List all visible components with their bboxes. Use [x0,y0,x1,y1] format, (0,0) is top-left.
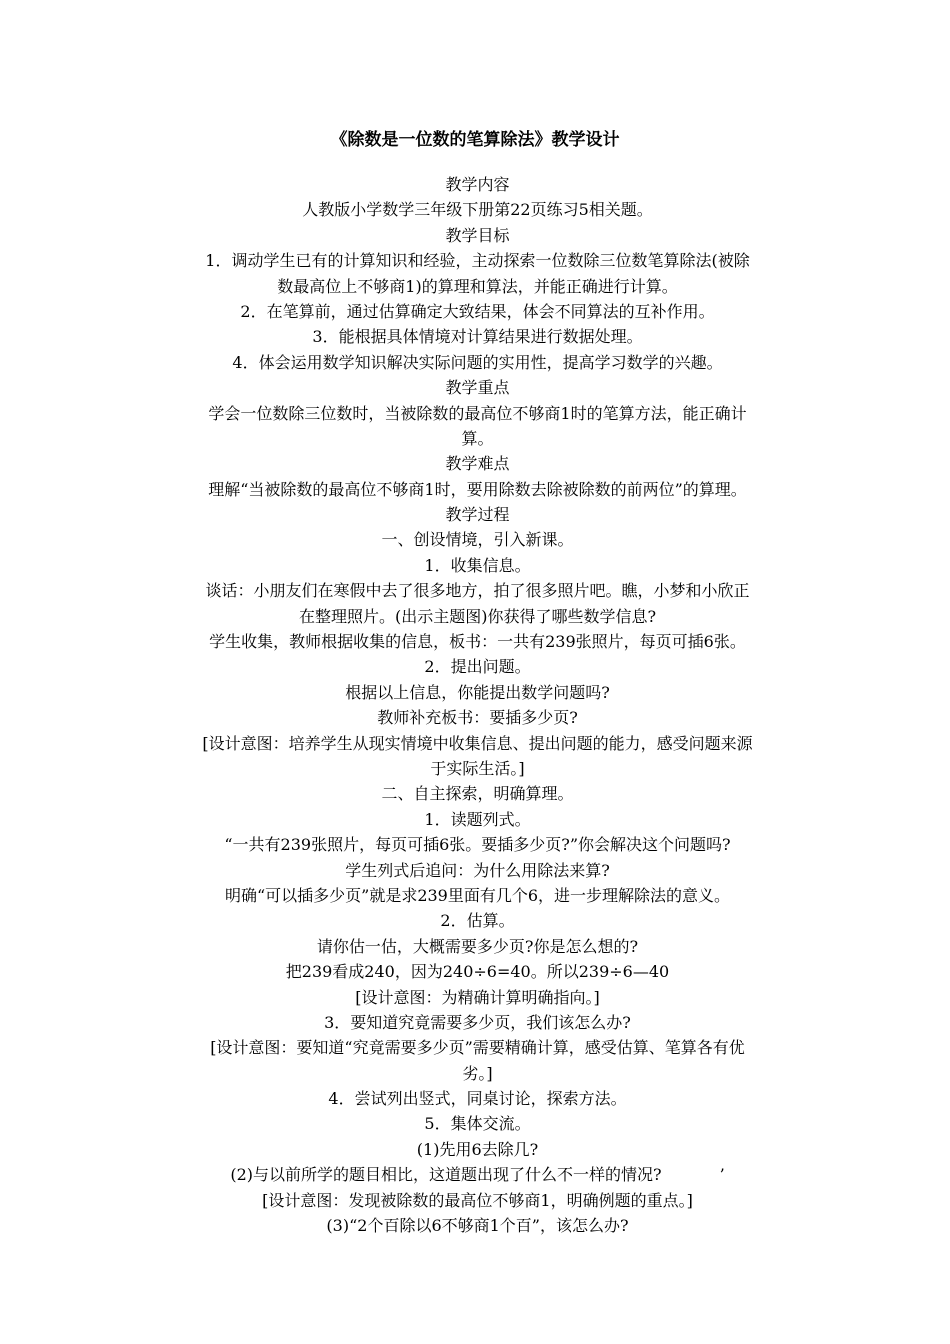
paragraph-line: 学生收集，教师根据收集的信息，板书：一共有239张照片，每页可插6张。 [209,632,746,652]
paragraph-line: 5．集体交流。 [424,1114,531,1134]
paragraph-line: 二、自主探索，明确算理。 [381,784,574,804]
section-heading: 教学过程 [445,505,510,525]
paragraph-line: 人教版小学数学三年级下册第22页练习5相关题。 [302,200,653,220]
paragraph-line: 在整理照片。(出示主题图)你获得了哪些数学信息? [298,606,657,626]
paragraph-line: [设计意图：培养学生从现实情境中收集信息、提出问题的能力，感受问题来源 [202,733,753,753]
paragraph-line: 1．调动学生已有的计算知识和经验，主动探索一位数除三位数笔算除法(被除 [205,251,750,271]
paragraph-line: 4．体会运用数学知识解决实际问题的实用性，提高学习数学的兴趣。 [232,352,723,372]
paragraph-line: 劣。] [462,1063,493,1083]
paragraph-line [145,1162,810,1187]
paragraph-line: [设计意图：为精确计算明确指向。] [355,987,600,1007]
paragraph-line: 数最高位上不够商1)的算理和算法，并能正确进行计算。 [277,276,678,296]
paragraph-text: (2)与以前所学的题目相比，这道题出现了什么不一样的情况? [230,1165,662,1185]
paragraph-line: “一共有239张照片，每页可插6张。要插多少页?”你会解决这个问题吗? [224,835,731,855]
paragraph-line: 请你估一估，大概需要多少页?你是怎么想的? [316,936,639,956]
paragraph-line: 1．收集信息。 [424,555,531,575]
paragraph-line: 学生列式后追问：为什么用除法来算? [345,860,610,880]
paragraph-line: 2．在笔算前，通过估算确定大致结果，体会不同算法的互补作用。 [240,301,715,321]
paragraph-line: 根据以上信息，你能提出数学问题吗? [345,682,610,702]
paragraph-line: [设计意图：发现被除数的最高位不够商1，明确例题的重点。] [262,1190,693,1210]
section-heading: 教学难点 [445,454,510,474]
paragraph-line: (3)“2个百除以6不够商1个百”，该怎么办? [326,1216,629,1236]
paragraph-line: 于实际生活。] [430,758,525,778]
paragraph-line: 3．能根据具体情境对计算结果进行数据处理。 [312,327,643,347]
paragraph-line: 2．提出问题。 [424,657,531,677]
section-heading: 教学重点 [445,378,510,398]
section-heading: 教学内容 [445,175,510,194]
paragraph-line: 3．要知道究竟需要多少页，我们该怎么办? [324,1012,631,1032]
paragraph-line: 学会一位数除三位数时，当被除数的最高位不够商1时的笔算方法，能正确计 [208,403,747,423]
paragraph-line: 谈话：小朋友们在寒假中去了很多地方，拍了很多照片吧。瞧，小梦和小欣正 [205,581,750,601]
document-title: 《除数是一位数的笔算除法》教学设计 [330,130,620,150]
paragraph-line: 一、创设情境，引入新课。 [381,530,574,550]
paragraph-line: 教师补充板书：要插多少页? [377,708,578,728]
section-heading: 教学目标 [445,225,510,245]
paragraph-line: 明确“可以插多少页”就是求239里面有几个6，进一步理解除法的意义。 [224,885,731,905]
paragraph-line: 把239看成240，因为240÷6=40。所以239÷6—40 [285,962,670,982]
paragraph-line: 4．尝试列出竖式，同桌讨论，探索方法。 [328,1089,627,1109]
paragraph-line: 2．估算。 [440,911,515,931]
paragraph-line: 算。 [461,428,494,448]
paragraph-line: 1．读题列式。 [424,809,531,829]
document-body [145,172,810,1238]
paragraph-line: [设计意图：要知道“究竟需要多少页”需要精确计算，感受估算、笔算各有优 [210,1038,745,1058]
stray-mark: ’ [719,1165,725,1185]
paragraph-line: (1)先用6去除几? [416,1139,539,1159]
paragraph-line: 理解“当被除数的最高位不够商1时，要用除数去除被除数的前两位”的算理。 [208,479,747,499]
